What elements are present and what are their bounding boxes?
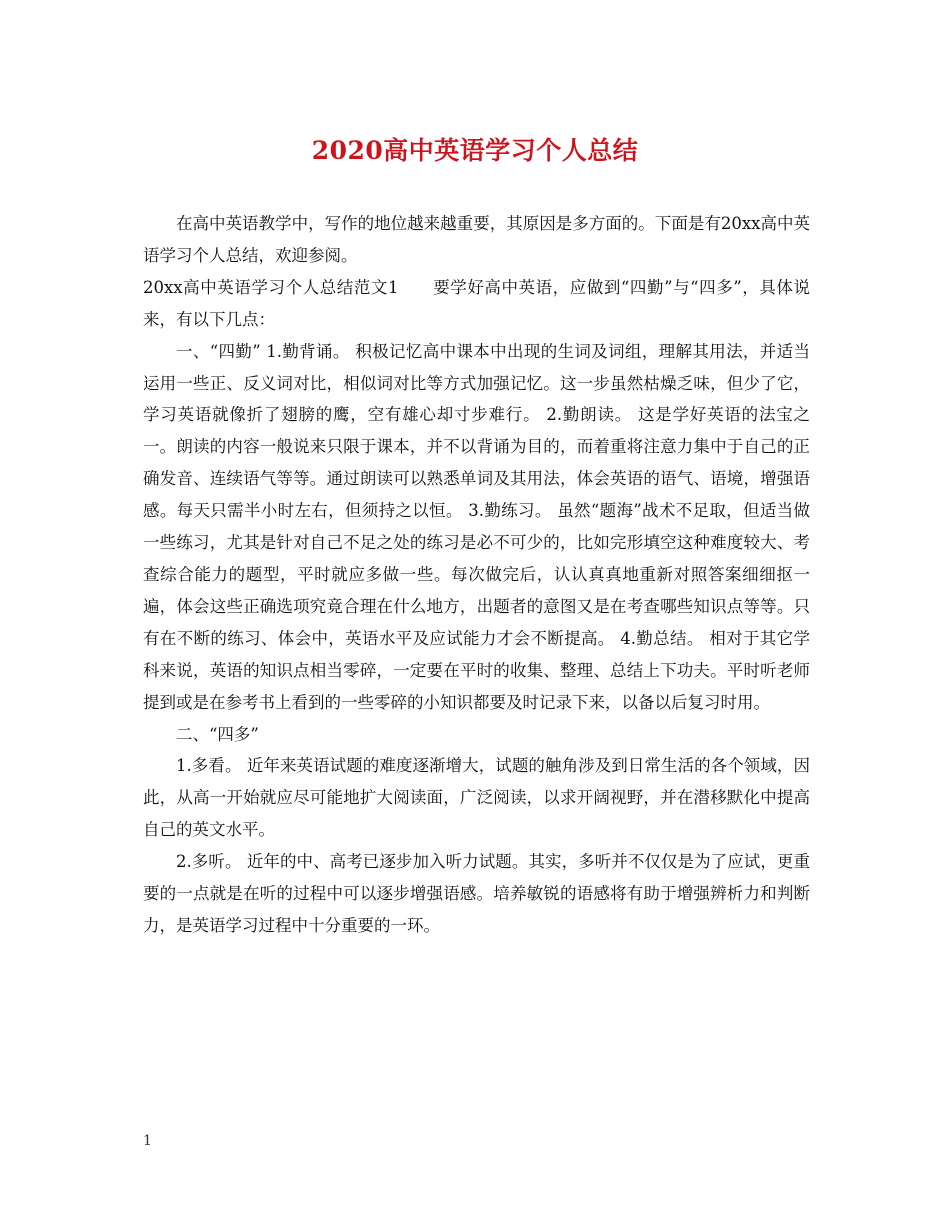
paragraph-four-diligences: 一、“四勤” 1.勤背诵。 积极记忆高中课本中出现的生词及词组，理解其用法，并适当运用一些正、反义词对比，相似词对比等方式加强记忆。这一步虽然枯燥乏味，但少了它，学习英语就像折了翅膀的鹰，空有雄心却寸步难行。 2.勤朗读。 这是学好英语的法宝之一。朗读的内容一般说来只限于课本，并不以背诵为目的，而着重将注意力集中于自己的正确发音、连续语气等等。通过朗读可以熟悉单词及其用法，体会英语的语气、语境，增强语感。每天只需半小时左右，但须持之以恒。 3.勤练习。 虽然“题海”战术不足取，但适当做一些练习，尤其是针对自己不足之处的练习是必不可少的，比如完形填空这种难度较大、考查综合能力的题型，平时就应多做一些。每次做完后，认认真真地重新对照答案细细抠一遍，体会这些正确选项究竟合理在什么地方，出题者的意图又是在考查哪些知识点等等。只有在不断的练习、体会中，英语水平及应试能力才会不断提高。 4.勤总结。 相对于其它学科来说，英语的知识点相当零碎，一定要在平时的收集、整理、总结上下功夫。平时听老师提到或是在参考书上看到的一些零碎的小知识都要及时记录下来，以备以后复习时用。 [143,341,810,712]
paragraph-intro: 在高中英语教学中，写作的地位越来越重要，其原因是多方面的。下面是有20xx高中英语学习个人总结，欢迎参阅。 [143,214,810,265]
paragraph-listen-more: 2.多听。 近年的中、高考已逐步加入听力试题。其实，多听并不仅仅是为了应试，更重要的一点就是在听的过程中可以逐步增强语感。培养敏锐的语感将有助于增强辨析力和判断力，是英语学习过程中十分重要的一环。 [143,852,810,935]
paragraph-sample-heading: 20xx高中英语学习个人总结范文1 要学好高中英语，应做到“四勤”与“四多”，具体说来，有以下几点： [143,277,810,329]
page-number: 1 [143,1133,152,1149]
document-body [143,208,810,942]
paragraph-read-more: 1.多看。 近年来英语试题的难度逐渐增大，试题的触角涉及到日常生活的各个领域，因此，从高一开始就应尽可能地扩大阅读面，广泛阅读，以求开阔视野，并在潜移默化中提高自己的英文水平。 [143,756,810,840]
document-title: 2020高中英语学习个人总结 [311,136,639,165]
paragraph-four-mores-heading: 二、“四多” [176,724,259,744]
